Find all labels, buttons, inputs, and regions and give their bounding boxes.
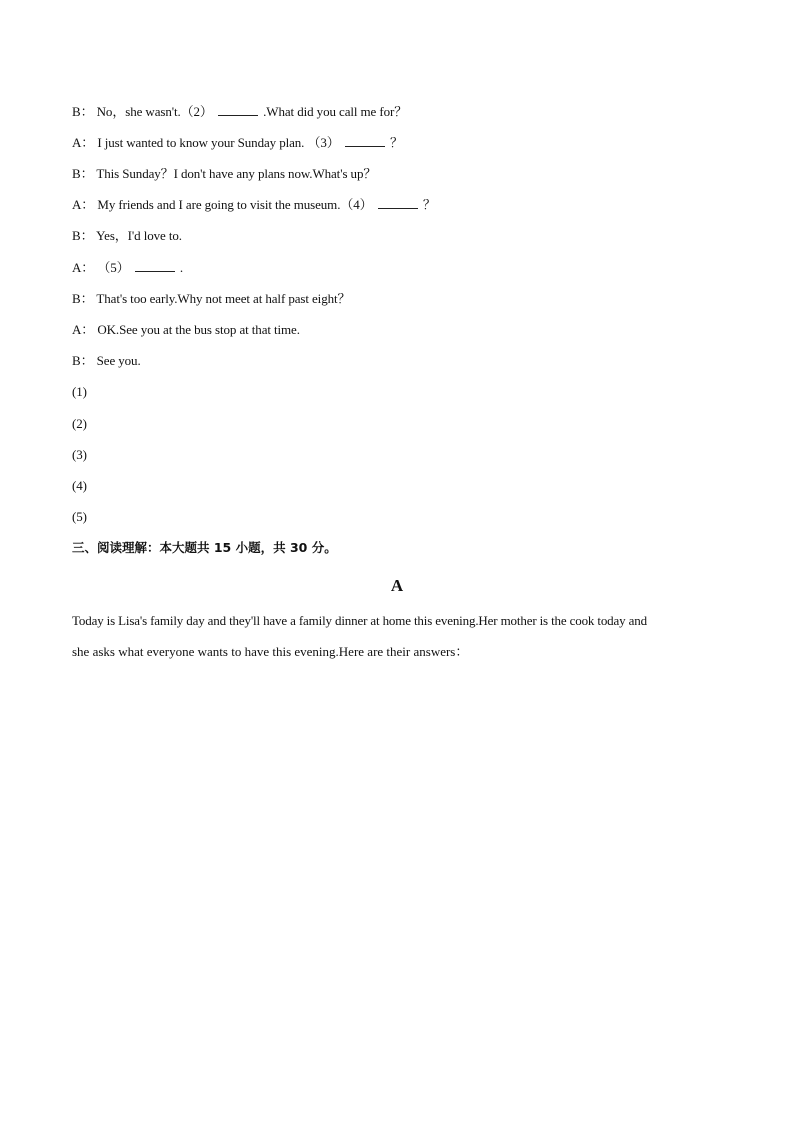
speaker-label: B： xyxy=(72,228,94,243)
answer-slot-3[interactable]: (3) xyxy=(72,447,87,462)
dialogue-line-8 xyxy=(72,322,300,338)
dialogue-line-3 xyxy=(72,166,376,182)
dialogue-text: My friends and I are going to visit the museum.（4） xyxy=(97,197,373,212)
section-heading-prefix: 三、阅读理解：本大题共 xyxy=(72,540,214,555)
speaker-label: A： xyxy=(72,135,95,150)
section-heading-suffix: 分。 xyxy=(307,540,337,555)
dialogue-line-6 xyxy=(72,260,183,276)
speaker-label: B： xyxy=(72,104,94,119)
section-heading xyxy=(72,540,337,556)
dialogue-text: This Sunday？I don't have any plans now.What's up？ xyxy=(96,166,377,181)
dialogue-text: ？ xyxy=(390,135,403,150)
dialogue-text: .What did you call me for？ xyxy=(263,104,408,119)
dialogue-text: Yes，I'd love to. xyxy=(96,228,182,243)
answer-blank xyxy=(378,197,418,209)
dialogue-text: （5） xyxy=(97,260,130,275)
dialogue-line-1 xyxy=(72,104,407,120)
dialogue-text: No，she wasn't.（2） xyxy=(96,104,213,119)
answer-slot-1[interactable]: (1) xyxy=(72,384,87,399)
dialogue-text: That's too early.Why not meet at half past eight？ xyxy=(96,291,351,306)
dialogue-line-7 xyxy=(72,291,350,307)
dialogue-text: ？ xyxy=(422,197,436,212)
speaker-label: B： xyxy=(72,353,94,368)
dialogue-line-9 xyxy=(72,353,141,369)
speaker-label: A： xyxy=(72,260,95,275)
dialogue-text: OK.See you at the bus stop at that time. xyxy=(97,322,300,337)
answer-blank xyxy=(345,135,385,147)
section-heading-points: 30 xyxy=(289,540,308,555)
speaker-label: B： xyxy=(72,291,94,306)
speaker-label: A： xyxy=(72,197,95,212)
dialogue-line-5 xyxy=(72,228,182,244)
answer-blank xyxy=(218,104,258,116)
answer-slot-5[interactable]: (5) xyxy=(72,509,87,524)
dialogue-text: See you. xyxy=(96,353,141,368)
section-heading-middle: 小题，共 xyxy=(231,540,290,555)
section-heading-question-count: 15 xyxy=(213,540,232,555)
speaker-label: A： xyxy=(72,322,95,337)
passage-line-2: she asks what everyone wants to have this evening.Here are their answers： xyxy=(72,644,469,659)
dialogue-text: I just wanted to know your Sunday plan. （3） xyxy=(97,135,340,150)
passage-line-1: Today is Lisa's family day and they'll have a family dinner at home this evening.Her mother is the cook today and xyxy=(72,613,647,628)
answer-blank xyxy=(135,260,175,272)
dialogue-line-2 xyxy=(72,135,403,151)
dialogue-text: . xyxy=(179,260,184,275)
answer-slot-2[interactable]: (2) xyxy=(72,416,87,431)
dialogue-line-4 xyxy=(72,197,436,213)
answer-slot-4[interactable]: (4) xyxy=(72,478,87,493)
speaker-label: B： xyxy=(72,166,94,181)
passage-title: A xyxy=(390,576,404,595)
